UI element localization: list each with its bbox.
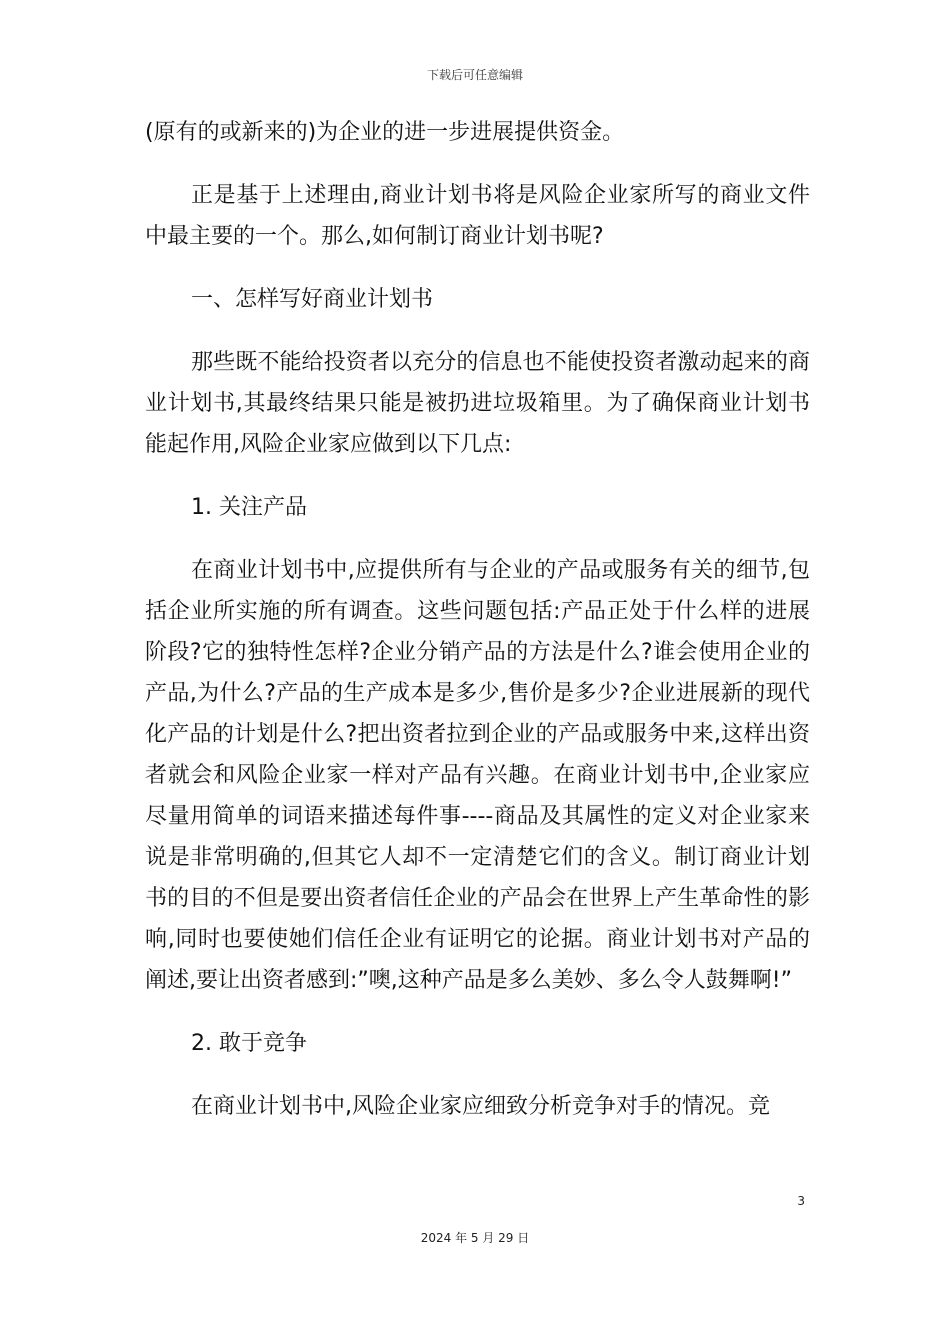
paragraph-intro-points: 那些既不能给投资者以充分的信息也不能使投资者激动起来的商业计划书,其最终结果只能是被扔进垃圾箱里。为了确保商业计划书能起作用,风险企业家应做到以下几点: xyxy=(145,350,810,457)
paragraph-reason: 正是基于上述理由,商业计划书将是风险企业家所写的商业文件中最主要的一个。那么,如何制订商业计划书呢? xyxy=(145,183,810,249)
paragraph-continuation: (原有的或新来的)为企业的进一步进展提供资金。 xyxy=(145,120,625,145)
page-header: 下载后可任意编辑 xyxy=(426,68,523,82)
subheading-dare-compete: 2. 敢于竞争 xyxy=(191,1031,307,1056)
subheading-focus-product: 1. 关注产品 xyxy=(191,495,307,520)
paragraph-product-details: 在商业计划书中,应提供所有与企业的产品或服务有关的细节,包括企业所实施的所有调查。这些问题包括:产品正处于什么样的进展阶段?它的独特性怎样?企业分销产品的方法是什么?谁会使用企业的产品,为什么?产品的生产成本是多少,售价是多少?企业进展新的现代化产品的计划是什么?把出资者拉到企业的产品或服务中来,这样出资者就会和风险企业家一样对产品有兴趣。在商业计划书中,企业家应尽量用简单的词语来描述每件事----商品及其属性的定义对企业家来说是非常明确的,但其它人却不一定清楚它们的含义。制订商业计划书的目的不但是要出资者信任企业的产品会在世界上产生革命性的影响,同时也要使她们信任企业有证明它的论据。商业计划书对产品的阐述,要让出资者感到:”噢,这种产品是多么美妙、多么令人鼓舞啊!” xyxy=(145,558,810,993)
page-number: 3 xyxy=(797,1194,805,1208)
paragraph-competition: 在商业计划书中,风险企业家应细致分析竞争对手的情况。竞 xyxy=(191,1094,770,1119)
page-footer-date: 2024 年 5 月 29 日 xyxy=(420,1231,530,1245)
document-body xyxy=(145,112,810,1127)
section-heading-how-to-write: 一、怎样写好商业计划书 xyxy=(191,287,434,312)
